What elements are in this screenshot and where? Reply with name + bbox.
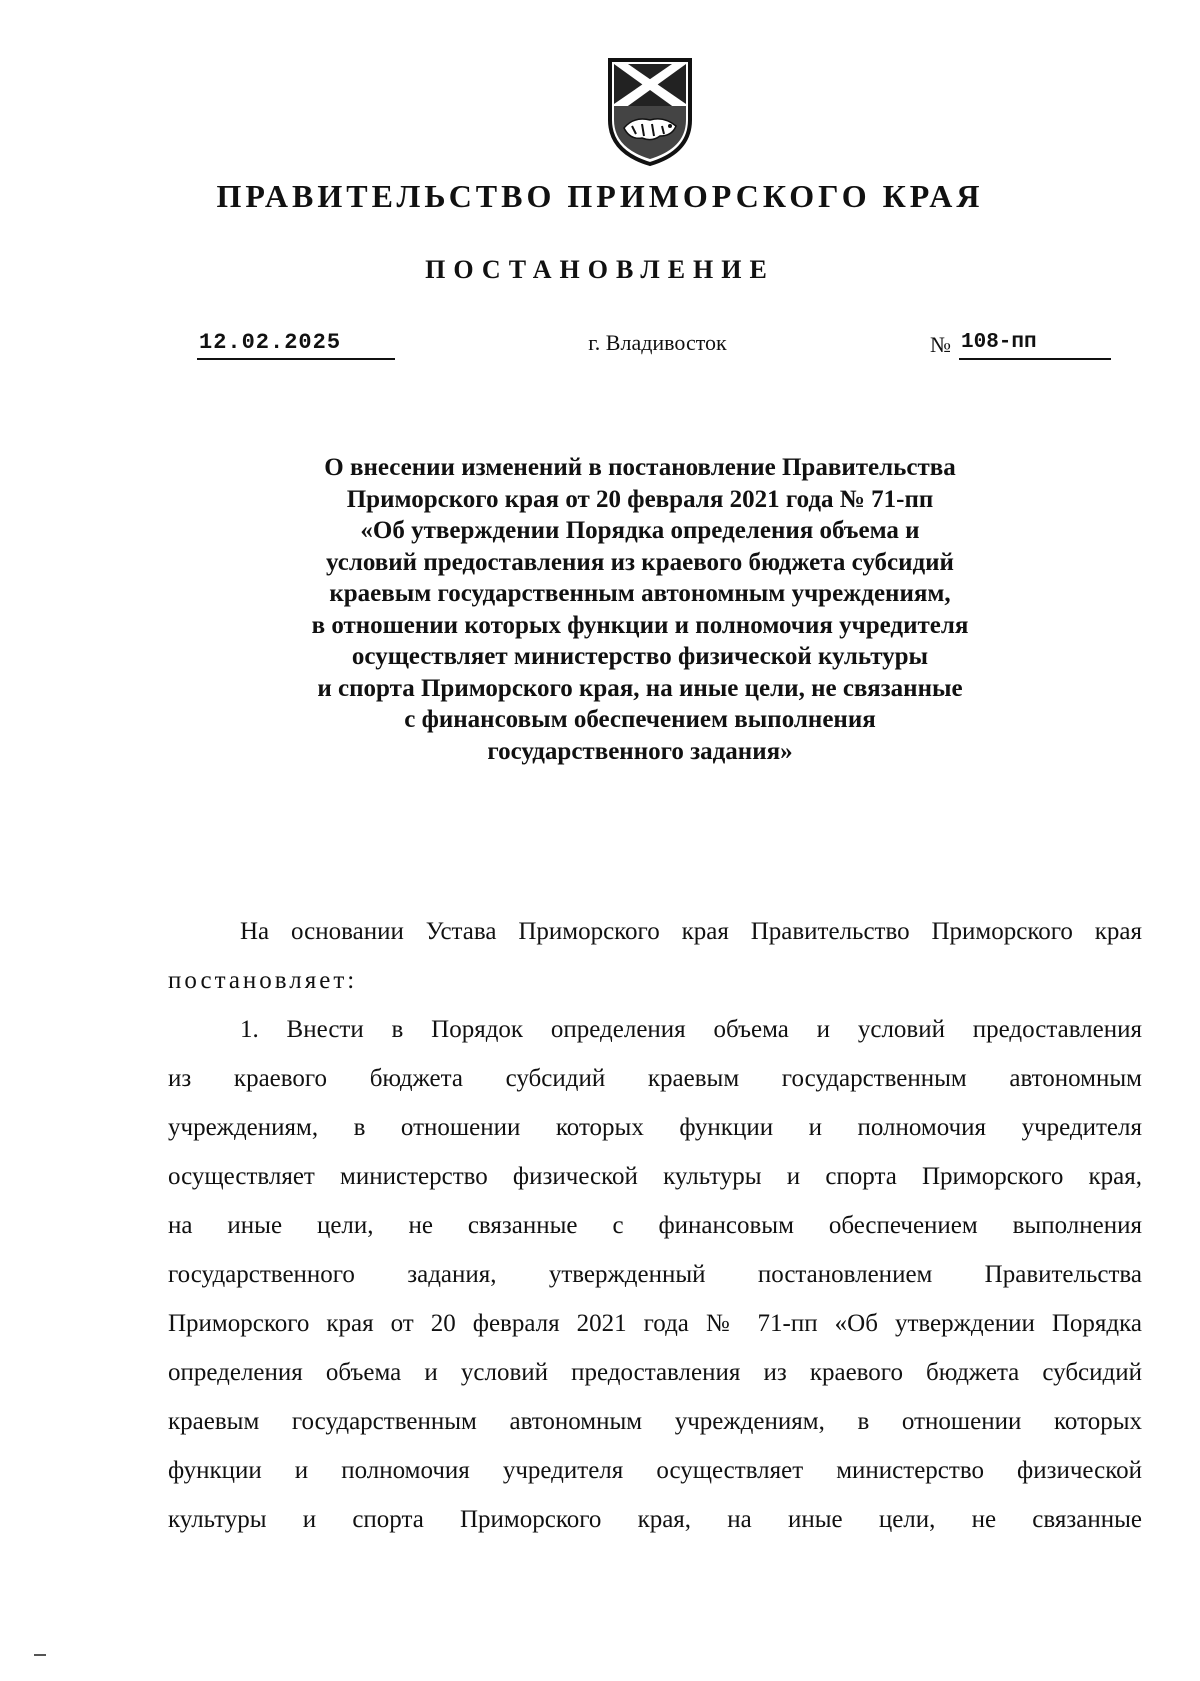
heading-line: О внесении изменений в постановление Правительства [324,454,956,481]
document-heading [200,452,1080,767]
document-number-block [930,328,1111,360]
heading-line: осуществляет министерство физической культуры [351,643,929,670]
body-line: культуры и спорта Приморского края, на иные цели, не связанные [168,1506,1142,1533]
body-line: постановляет: [168,967,358,994]
document-meta-row [0,328,1200,364]
document-city: г. Владивосток [588,330,727,355]
document-body [168,907,1142,1544]
heading-line: краевым государственным автономным учреждениям, [329,580,951,607]
body-line: государственного задания, утвержденный постановлением Правительства [168,1261,1142,1288]
body-line: краевым государственным автономным учреждениям, в отношении которых [168,1408,1142,1435]
heading-line: Приморского края от 20 февраля 2021 года № 71-пп [346,485,934,513]
body-line: осуществляет министерство физической культуры и спорта Приморского края, [168,1163,1142,1190]
body-line: на иные цели, не связанные с финансовым обеспечением выполнения [168,1212,1142,1239]
body-line: На основании Устава Приморского края Правительство Приморского края [240,918,1142,945]
number-sign: № [930,332,951,357]
body-line: определения объема и условий предоставления из краевого бюджета субсидий [168,1359,1142,1386]
body-line: из краевого бюджета субсидий краевым государственным автономным [168,1065,1142,1092]
document-number: 108-пп [959,328,1111,360]
body-line: учреждениям, в отношении которых функции и полномочия учредителя [168,1114,1142,1141]
body-line: 1. Внести в Порядок определения объема и условий предоставления [240,1016,1142,1043]
body-line: Приморского края от 20 февраля 2021 года № 71-пп «Об утверждении Порядка [168,1310,1142,1337]
heading-line: и спорта Приморского края, на иные цели, не связанные [317,674,963,702]
heading-line: в отношении которых функции и полномочия учредителя [311,611,969,639]
government-title: ПРАВИТЕЛЬСТВО ПРИМОРСКОГО КРАЯ [216,178,984,214]
heading-line: «Об утверждении Порядка определения объема и [360,517,920,544]
coat-of-arms-icon [604,56,696,168]
heading-line: с финансовым обеспечением выполнения [404,706,876,733]
body-line: функции и полномочия учредителя осуществляет министерство физической [168,1457,1142,1484]
scan-corner-mark [34,1654,46,1656]
heading-line: условий предоставления из краевого бюджета субсидий [326,548,954,576]
heading-line: государственного задания» [487,737,793,765]
document-date: 12.02.2025 [197,328,395,360]
document-type: ПОСТАНОВЛЕНИЕ [425,255,775,284]
